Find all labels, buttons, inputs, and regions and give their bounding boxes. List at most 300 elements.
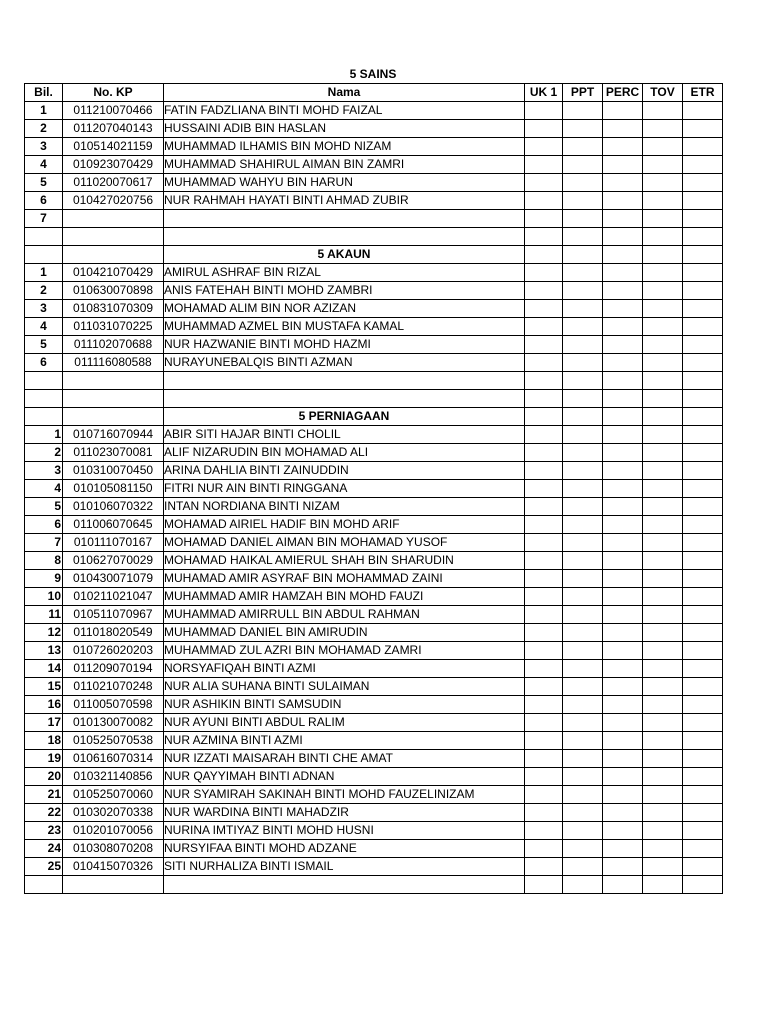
nama-cell: NUR WARDINA BINTI MAHADZIR	[164, 804, 525, 822]
no-kp-cell: 010511070967	[63, 606, 164, 624]
uk1-cell	[525, 318, 563, 336]
perc-cell	[603, 480, 643, 498]
perc-cell	[603, 624, 643, 642]
nama-cell: NUR AYUNI BINTI ABDUL RALIM	[164, 714, 525, 732]
ppt-cell	[563, 786, 603, 804]
table-row	[25, 102, 723, 120]
etr-cell	[683, 156, 723, 174]
table-row	[25, 444, 723, 462]
table-body	[25, 102, 723, 894]
uk1-cell	[525, 300, 563, 318]
bil-cell: 3	[25, 462, 63, 480]
nama-cell: MUHAMMAD AZMEL BIN MUSTAFA KAMAL	[164, 318, 525, 336]
bil-cell: 6	[25, 516, 63, 534]
etr-cell	[683, 354, 723, 372]
etr-cell	[683, 192, 723, 210]
tov-cell	[643, 768, 683, 786]
uk1-cell	[525, 678, 563, 696]
etr-cell	[683, 750, 723, 768]
etr-cell	[683, 840, 723, 858]
tov-cell	[643, 516, 683, 534]
no-kp-cell: 011018020549	[63, 624, 164, 642]
nama-cell: MUHAMMAD SHAHIRUL AIMAN BIN ZAMRI	[164, 156, 525, 174]
nama-cell	[164, 228, 525, 246]
nama-cell: NUR HAZWANIE BINTI MOHD HAZMI	[164, 336, 525, 354]
ppt-cell	[563, 480, 603, 498]
empty-cell	[683, 408, 723, 426]
bil-cell: 23	[25, 822, 63, 840]
bil-cell: 2	[25, 444, 63, 462]
uk1-cell	[525, 336, 563, 354]
etr-cell	[683, 228, 723, 246]
uk1-cell	[525, 534, 563, 552]
empty-cell	[525, 408, 563, 426]
table-row	[25, 426, 723, 444]
table-row	[25, 678, 723, 696]
table-row	[25, 318, 723, 336]
no-kp-cell: 011210070466	[63, 102, 164, 120]
nama-cell: NUR ASHIKIN BINTI SAMSUDIN	[164, 696, 525, 714]
etr-cell	[683, 498, 723, 516]
no-kp-cell: 010105081150	[63, 480, 164, 498]
nama-cell: MOHAMAD DANIEL AIMAN BIN MOHAMAD YUSOF	[164, 534, 525, 552]
uk1-cell	[525, 714, 563, 732]
tov-cell	[643, 228, 683, 246]
table-row	[25, 336, 723, 354]
bil-cell: 5	[25, 336, 63, 354]
tov-cell	[643, 552, 683, 570]
bil-cell: 21	[25, 786, 63, 804]
page-title: 5 SAINS	[349, 67, 397, 81]
bil-cell: 4	[25, 156, 63, 174]
ppt-cell	[563, 750, 603, 768]
perc-cell	[603, 804, 643, 822]
tov-cell	[643, 138, 683, 156]
etr-cell	[683, 606, 723, 624]
table-row	[25, 660, 723, 678]
header-perc: PERC	[603, 84, 643, 102]
ppt-cell	[563, 804, 603, 822]
empty-cell	[25, 246, 63, 264]
no-kp-cell: 010111070167	[63, 534, 164, 552]
uk1-cell	[525, 606, 563, 624]
no-kp-cell: 011023070081	[63, 444, 164, 462]
nama-cell: MOHAMAD AIRIEL HADIF BIN MOHD ARIF	[164, 516, 525, 534]
uk1-cell	[525, 264, 563, 282]
tov-cell	[643, 480, 683, 498]
ppt-cell	[563, 606, 603, 624]
nama-cell: MOHAMAD ALIM BIN NOR AZIZAN	[164, 300, 525, 318]
bil-cell: 6	[25, 192, 63, 210]
bil-cell: 1	[25, 426, 63, 444]
etr-cell	[683, 444, 723, 462]
perc-cell	[603, 570, 643, 588]
uk1-cell	[525, 498, 563, 516]
perc-cell	[603, 516, 643, 534]
table-row	[25, 588, 723, 606]
table-row	[25, 372, 723, 390]
perc-cell	[603, 876, 643, 894]
no-kp-cell	[63, 228, 164, 246]
bil-cell: 14	[25, 660, 63, 678]
table-row	[25, 300, 723, 318]
tov-cell	[643, 840, 683, 858]
student-table	[24, 83, 723, 894]
perc-cell	[603, 300, 643, 318]
tov-cell	[643, 858, 683, 876]
ppt-cell	[563, 354, 603, 372]
tov-cell	[643, 282, 683, 300]
etr-cell	[683, 588, 723, 606]
ppt-cell	[563, 498, 603, 516]
table-row	[25, 732, 723, 750]
no-kp-cell: 010308070208	[63, 840, 164, 858]
header-nama: Nama	[164, 84, 525, 102]
tov-cell	[643, 678, 683, 696]
etr-cell	[683, 102, 723, 120]
uk1-cell	[525, 174, 563, 192]
tov-cell	[643, 174, 683, 192]
nama-cell: MUHAMMAD ILHAMIS BIN MOHD NIZAM	[164, 138, 525, 156]
ppt-cell	[563, 876, 603, 894]
uk1-cell	[525, 660, 563, 678]
nama-cell	[164, 876, 525, 894]
no-kp-cell: 010321140856	[63, 768, 164, 786]
perc-cell	[603, 606, 643, 624]
uk1-cell	[525, 858, 563, 876]
uk1-cell	[525, 372, 563, 390]
uk1-cell	[525, 282, 563, 300]
etr-cell	[683, 390, 723, 408]
tov-cell	[643, 588, 683, 606]
ppt-cell	[563, 174, 603, 192]
etr-cell	[683, 174, 723, 192]
nama-cell: SITI NURHALIZA BINTI ISMAIL	[164, 858, 525, 876]
ppt-cell	[563, 264, 603, 282]
uk1-cell	[525, 804, 563, 822]
uk1-cell	[525, 840, 563, 858]
ppt-cell	[563, 318, 603, 336]
nama-cell: HUSSAINI ADIB BIN HASLAN	[164, 120, 525, 138]
empty-cell	[643, 246, 683, 264]
perc-cell	[603, 156, 643, 174]
ppt-cell	[563, 426, 603, 444]
ppt-cell	[563, 300, 603, 318]
table-row	[25, 354, 723, 372]
bil-cell: 24	[25, 840, 63, 858]
etr-cell	[683, 462, 723, 480]
perc-cell	[603, 174, 643, 192]
table-row	[25, 138, 723, 156]
ppt-cell	[563, 660, 603, 678]
tov-cell	[643, 606, 683, 624]
no-kp-cell: 011021070248	[63, 678, 164, 696]
table-row	[25, 192, 723, 210]
ppt-cell	[563, 822, 603, 840]
no-kp-cell	[63, 390, 164, 408]
table-row	[25, 390, 723, 408]
tov-cell	[643, 876, 683, 894]
no-kp-cell: 010726020203	[63, 642, 164, 660]
table-row	[25, 876, 723, 894]
nama-cell: MUHAMMAD AMIR HAMZAH BIN MOHD FAUZI	[164, 588, 525, 606]
nama-cell: ALIF NIZARUDIN BIN MOHAMAD ALI	[164, 444, 525, 462]
bil-cell: 4	[25, 480, 63, 498]
bil-cell: 25	[25, 858, 63, 876]
bil-cell	[25, 372, 63, 390]
nama-cell: MUHAMMAD AMIRRULL BIN ABDUL RAHMAN	[164, 606, 525, 624]
nama-cell: ANIS FATEHAH BINTI MOHD ZAMBRI	[164, 282, 525, 300]
tov-cell	[643, 300, 683, 318]
etr-cell	[683, 660, 723, 678]
tov-cell	[643, 210, 683, 228]
bil-cell: 17	[25, 714, 63, 732]
uk1-cell	[525, 444, 563, 462]
no-kp-cell	[63, 876, 164, 894]
perc-cell	[603, 858, 643, 876]
perc-cell	[603, 192, 643, 210]
tov-cell	[643, 570, 683, 588]
empty-cell	[683, 246, 723, 264]
tov-cell	[643, 822, 683, 840]
header-bil: Bil.	[25, 84, 63, 102]
uk1-cell	[525, 642, 563, 660]
empty-cell	[525, 246, 563, 264]
bil-cell: 7	[25, 210, 63, 228]
uk1-cell	[525, 624, 563, 642]
table-row	[25, 282, 723, 300]
table-row	[25, 156, 723, 174]
uk1-cell	[525, 732, 563, 750]
ppt-cell	[563, 444, 603, 462]
etr-cell	[683, 138, 723, 156]
no-kp-cell: 010525070538	[63, 732, 164, 750]
no-kp-cell: 011102070688	[63, 336, 164, 354]
table-row	[25, 174, 723, 192]
no-kp-cell: 011005070598	[63, 696, 164, 714]
ppt-cell	[563, 462, 603, 480]
ppt-cell	[563, 102, 603, 120]
perc-cell	[603, 696, 643, 714]
bil-cell: 16	[25, 696, 63, 714]
uk1-cell	[525, 570, 563, 588]
no-kp-cell: 010923070429	[63, 156, 164, 174]
no-kp-cell: 011116080588	[63, 354, 164, 372]
no-kp-cell: 011207040143	[63, 120, 164, 138]
ppt-cell	[563, 858, 603, 876]
tov-cell	[643, 102, 683, 120]
etr-cell	[683, 282, 723, 300]
table-row	[25, 750, 723, 768]
no-kp-cell: 010201070056	[63, 822, 164, 840]
ppt-cell	[563, 588, 603, 606]
etr-cell	[683, 210, 723, 228]
bil-cell: 10	[25, 588, 63, 606]
empty-cell	[563, 246, 603, 264]
etr-cell	[683, 552, 723, 570]
perc-cell	[603, 264, 643, 282]
tov-cell	[643, 336, 683, 354]
perc-cell	[603, 732, 643, 750]
nama-cell: INTAN NORDIANA BINTI NIZAM	[164, 498, 525, 516]
no-kp-cell: 010310070450	[63, 462, 164, 480]
tov-cell	[643, 804, 683, 822]
no-kp-cell	[63, 210, 164, 228]
ppt-cell	[563, 138, 603, 156]
uk1-cell	[525, 102, 563, 120]
table-row	[25, 210, 723, 228]
bil-cell: 2	[25, 282, 63, 300]
nama-cell: NURINA IMTIYAZ BINTI MOHD HUSNI	[164, 822, 525, 840]
tov-cell	[643, 696, 683, 714]
uk1-cell	[525, 426, 563, 444]
nama-cell: MUHAMMAD WAHYU BIN HARUN	[164, 174, 525, 192]
no-kp-cell	[63, 372, 164, 390]
header-row	[25, 84, 723, 102]
section-heading: 5 AKAUN	[164, 246, 525, 264]
etr-cell	[683, 678, 723, 696]
bil-cell: 3	[25, 138, 63, 156]
no-kp-cell: 011006070645	[63, 516, 164, 534]
uk1-cell	[525, 822, 563, 840]
etr-cell	[683, 264, 723, 282]
etr-cell	[683, 570, 723, 588]
uk1-cell	[525, 786, 563, 804]
section-heading-row	[25, 246, 723, 264]
tov-cell	[643, 426, 683, 444]
bil-cell: 1	[25, 102, 63, 120]
ppt-cell	[563, 372, 603, 390]
uk1-cell	[525, 138, 563, 156]
etr-cell	[683, 534, 723, 552]
etr-cell	[683, 786, 723, 804]
table-row	[25, 228, 723, 246]
table-row	[25, 264, 723, 282]
tov-cell	[643, 444, 683, 462]
empty-cell	[63, 246, 164, 264]
perc-cell	[603, 138, 643, 156]
ppt-cell	[563, 336, 603, 354]
table-row	[25, 714, 723, 732]
etr-cell	[683, 858, 723, 876]
empty-cell	[25, 408, 63, 426]
empty-cell	[603, 408, 643, 426]
bil-cell: 6	[25, 354, 63, 372]
uk1-cell	[525, 390, 563, 408]
ppt-cell	[563, 120, 603, 138]
nama-cell	[164, 372, 525, 390]
tov-cell	[643, 462, 683, 480]
table-row	[25, 462, 723, 480]
bil-cell: 11	[25, 606, 63, 624]
ppt-cell	[563, 228, 603, 246]
tov-cell	[643, 354, 683, 372]
no-kp-cell: 010716070944	[63, 426, 164, 444]
perc-cell	[603, 120, 643, 138]
tov-cell	[643, 156, 683, 174]
empty-cell	[643, 408, 683, 426]
ppt-cell	[563, 840, 603, 858]
etr-cell	[683, 768, 723, 786]
ppt-cell	[563, 696, 603, 714]
bil-cell: 13	[25, 642, 63, 660]
tov-cell	[643, 120, 683, 138]
ppt-cell	[563, 714, 603, 732]
etr-cell	[683, 426, 723, 444]
section-heading-row	[25, 408, 723, 426]
bil-cell: 4	[25, 318, 63, 336]
no-kp-cell: 011031070225	[63, 318, 164, 336]
nama-cell: NURAYUNEBALQIS BINTI AZMAN	[164, 354, 525, 372]
bil-cell: 5	[25, 498, 63, 516]
etr-cell	[683, 480, 723, 498]
etr-cell	[683, 642, 723, 660]
nama-cell: NUR ALIA SUHANA BINTI SULAIMAN	[164, 678, 525, 696]
bil-cell: 20	[25, 768, 63, 786]
perc-cell	[603, 786, 643, 804]
table-row	[25, 840, 723, 858]
table-row	[25, 696, 723, 714]
table-row	[25, 822, 723, 840]
nama-cell: NUR RAHMAH HAYATI BINTI AHMAD ZUBIR	[164, 192, 525, 210]
uk1-cell	[525, 696, 563, 714]
etr-cell	[683, 318, 723, 336]
uk1-cell	[525, 228, 563, 246]
tov-cell	[643, 642, 683, 660]
tov-cell	[643, 264, 683, 282]
header-uk1: UK 1	[525, 84, 563, 102]
perc-cell	[603, 444, 643, 462]
etr-cell	[683, 336, 723, 354]
tov-cell	[643, 660, 683, 678]
uk1-cell	[525, 462, 563, 480]
empty-cell	[603, 246, 643, 264]
no-kp-cell: 010211021047	[63, 588, 164, 606]
header-ppt: PPT	[563, 84, 603, 102]
table-row	[25, 624, 723, 642]
bil-cell: 19	[25, 750, 63, 768]
tov-cell	[643, 714, 683, 732]
no-kp-cell: 010525070060	[63, 786, 164, 804]
header-tov: TOV	[643, 84, 683, 102]
no-kp-cell: 010415070326	[63, 858, 164, 876]
etr-cell	[683, 876, 723, 894]
no-kp-cell: 010831070309	[63, 300, 164, 318]
table-row	[25, 858, 723, 876]
uk1-cell	[525, 120, 563, 138]
uk1-cell	[525, 156, 563, 174]
bil-cell: 18	[25, 732, 63, 750]
bil-cell: 22	[25, 804, 63, 822]
no-kp-cell: 010302070338	[63, 804, 164, 822]
uk1-cell	[525, 354, 563, 372]
ppt-cell	[563, 516, 603, 534]
nama-cell: MUHAMMAD DANIEL BIN AMIRUDIN	[164, 624, 525, 642]
table-row	[25, 786, 723, 804]
perc-cell	[603, 498, 643, 516]
bil-cell: 9	[25, 570, 63, 588]
bil-cell: 12	[25, 624, 63, 642]
perc-cell	[603, 588, 643, 606]
bil-cell: 3	[25, 300, 63, 318]
table-row	[25, 534, 723, 552]
perc-cell	[603, 336, 643, 354]
etr-cell	[683, 822, 723, 840]
perc-cell	[603, 552, 643, 570]
no-kp-cell: 010627070029	[63, 552, 164, 570]
bil-cell: 5	[25, 174, 63, 192]
tov-cell	[643, 498, 683, 516]
